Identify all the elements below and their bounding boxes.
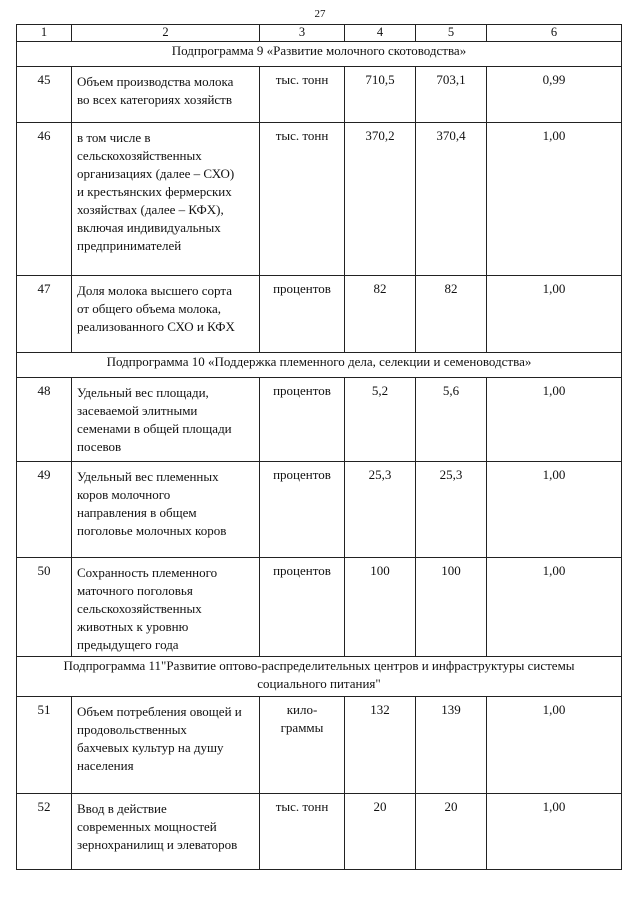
value-cell-1: 20	[345, 794, 416, 870]
column-number: 4	[345, 25, 416, 42]
indicator-name: Доля молока высшего сорта от общего объема молока, реализованного СХО и КФХ	[72, 276, 260, 353]
row-number: 45	[17, 67, 72, 123]
ratio-cell: 0,99	[487, 67, 622, 123]
unit-cell: процентов	[260, 276, 345, 353]
row-number: 46	[17, 123, 72, 276]
column-number: 2	[72, 25, 260, 42]
value-cell-2: 703,1	[416, 67, 487, 123]
value-cell-2: 5,6	[416, 378, 487, 462]
value-cell-1: 25,3	[345, 462, 416, 558]
column-number: 1	[17, 25, 72, 42]
ratio-cell: 1,00	[487, 794, 622, 870]
table-row	[17, 558, 622, 657]
column-number: 5	[416, 25, 487, 42]
indicator-name: Удельный вес племенных коров молочного направления в общем поголовье молочных коров	[72, 462, 260, 558]
ratio-cell: 1,00	[487, 378, 622, 462]
value-cell-1: 82	[345, 276, 416, 353]
indicator-name: Ввод в действие современных мощностей зернохранилищ и элеваторов	[72, 794, 260, 870]
value-cell-2: 82	[416, 276, 487, 353]
row-number: 50	[17, 558, 72, 657]
table-row	[17, 378, 622, 462]
indicator-name: Объем потребления овощей и продовольственных бахчевых культур на душу населения	[72, 697, 260, 794]
table-row	[17, 794, 622, 870]
section-header-row	[17, 353, 622, 378]
unit-cell: процентов	[260, 558, 345, 657]
table-row	[17, 123, 622, 276]
ratio-cell: 1,00	[487, 462, 622, 558]
indicator-name: в том числе в сельскохозяйственных организациях (далее – СХО) и крестьянских фермерских хозяйствах (далее – КФХ), включая индивидуальных предпринимателей	[72, 123, 260, 276]
unit-cell: процентов	[260, 378, 345, 462]
value-cell-2: 25,3	[416, 462, 487, 558]
row-number: 47	[17, 276, 72, 353]
value-cell-1: 710,5	[345, 67, 416, 123]
ratio-cell: 1,00	[487, 276, 622, 353]
section-title: Подпрограмма 10 «Поддержка племенного дела, селекции и семеноводства»	[17, 353, 622, 378]
value-cell-2: 20	[416, 794, 487, 870]
unit-cell: тыс. тонн	[260, 67, 345, 123]
column-number: 6	[487, 25, 622, 42]
value-cell-2: 370,4	[416, 123, 487, 276]
row-number: 49	[17, 462, 72, 558]
unit-cell: тыс. тонн	[260, 794, 345, 870]
value-cell-1: 100	[345, 558, 416, 657]
unit-cell: тыс. тонн	[260, 123, 345, 276]
value-cell-1: 132	[345, 697, 416, 794]
section-header-row	[17, 42, 622, 67]
table-row	[17, 276, 622, 353]
indicators-table	[16, 24, 622, 870]
row-number: 51	[17, 697, 72, 794]
value-cell-2: 100	[416, 558, 487, 657]
page-number: 27	[314, 8, 326, 20]
table-row	[17, 697, 622, 794]
indicator-name: Удельный вес площади, засеваемой элитными семенами в общей площади посевов	[72, 378, 260, 462]
row-number: 48	[17, 378, 72, 462]
ratio-cell: 1,00	[487, 558, 622, 657]
column-number-row	[17, 25, 622, 42]
table-row	[17, 462, 622, 558]
value-cell-1: 370,2	[345, 123, 416, 276]
unit-cell: процентов	[260, 462, 345, 558]
table-row	[17, 67, 622, 123]
value-cell-1: 5,2	[345, 378, 416, 462]
section-header-row	[17, 657, 622, 697]
indicator-name: Сохранность племенного маточного поголовья сельскохозяйственных животных к уровню предыдущего года	[72, 558, 260, 657]
ratio-cell: 1,00	[487, 697, 622, 794]
value-cell-2: 139	[416, 697, 487, 794]
column-number: 3	[260, 25, 345, 42]
row-number: 52	[17, 794, 72, 870]
indicator-name: Объем производства молока во всех категориях хозяйств	[72, 67, 260, 123]
unit-cell: кило- граммы	[260, 697, 345, 794]
section-title: Подпрограмма 9 «Развитие молочного скотоводства»	[17, 42, 622, 67]
section-title: Подпрограмма 11"Развитие оптово-распределительных центров и инфраструктуры системы социального питания"	[17, 657, 622, 697]
ratio-cell: 1,00	[487, 123, 622, 276]
